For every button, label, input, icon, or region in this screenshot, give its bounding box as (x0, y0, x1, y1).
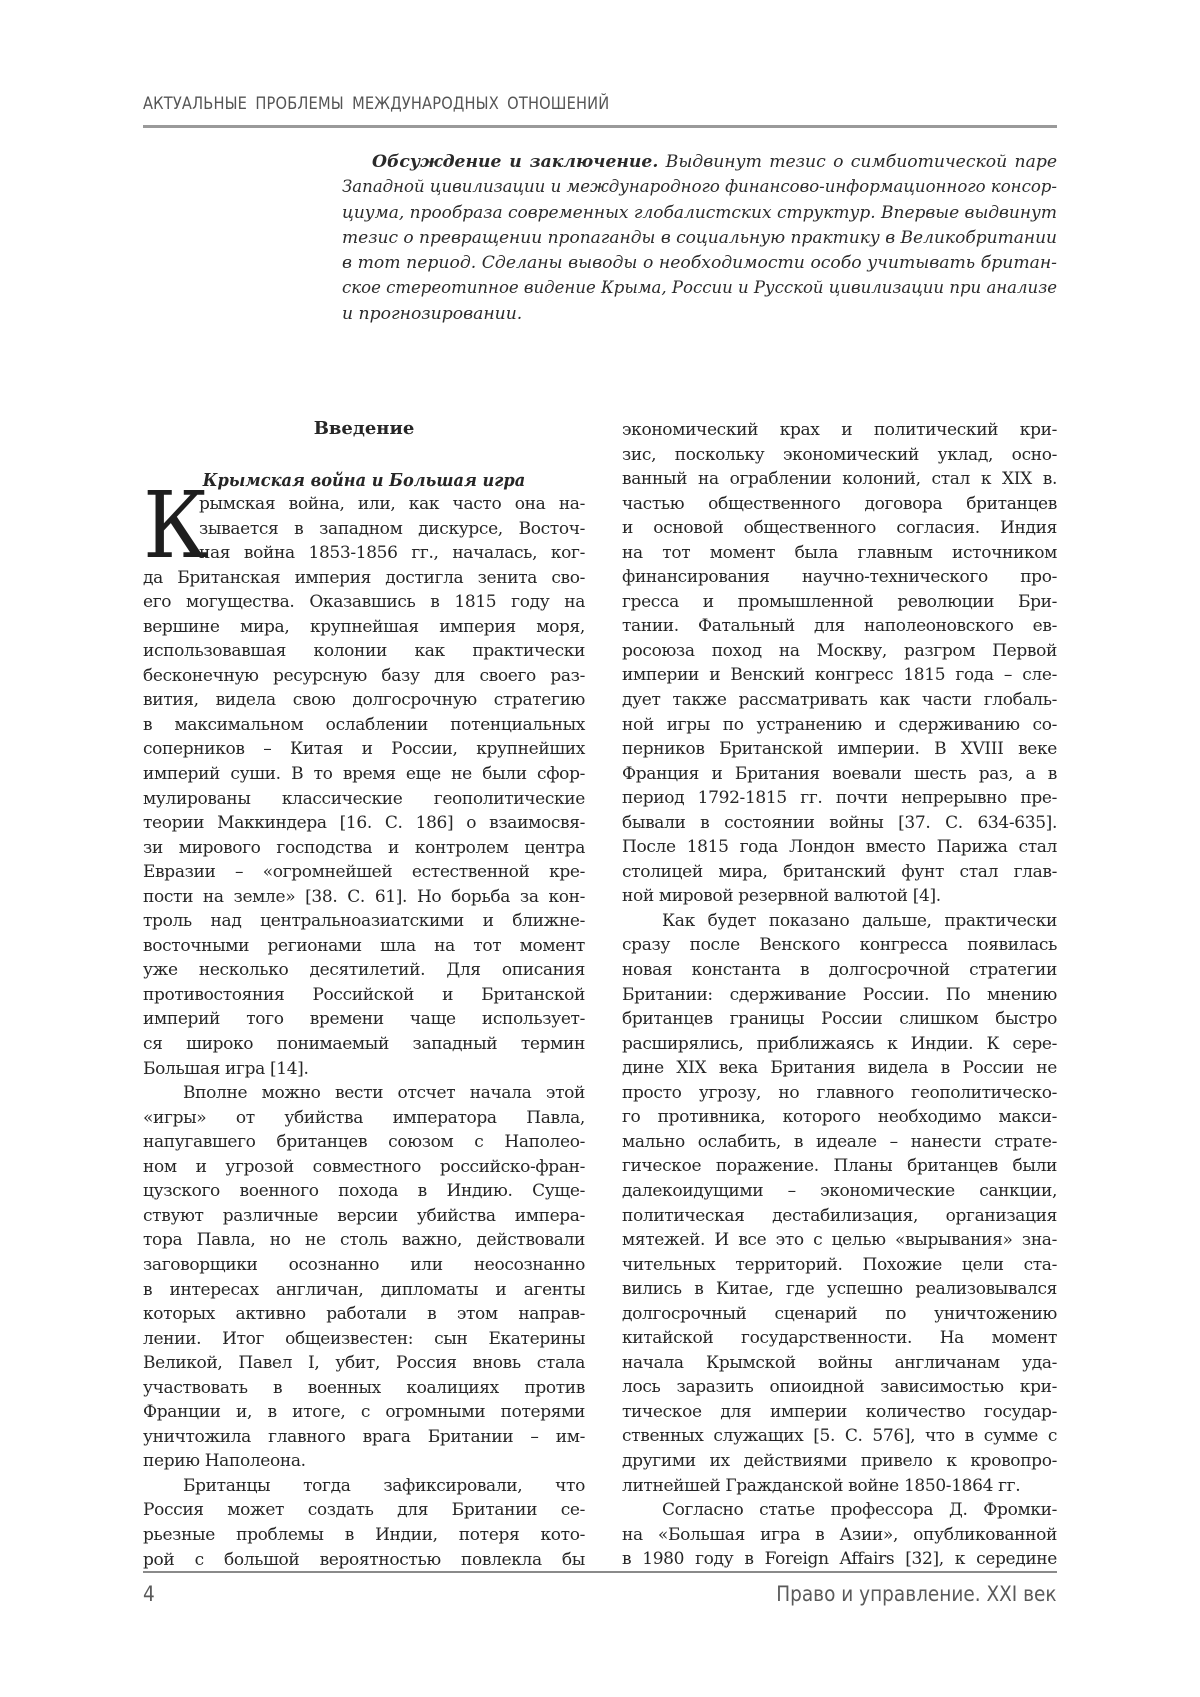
text-line: перию Наполеона. (143, 1451, 306, 1472)
text-line: мятежей. И все это с целью «вырывания» зна- (622, 1230, 1057, 1251)
text-line: долгосрочный сценарий по уничтожению (622, 1303, 1057, 1324)
text-line: гическое поражение. Планы британцев были (622, 1156, 1057, 1177)
text-line: ственных служащих [5. С. 576], что в сумме с (622, 1426, 1057, 1447)
text-line: сразу после Венского конгресса появилась (622, 935, 1057, 956)
abstract-line: Обсуждение и заключение. Выдвинут тезис о симбиотической паре (372, 152, 1057, 172)
running-header: АКТУАЛЬНЫЕ ПРОБЛЕМЫ МЕЖДУНАРОДНЫХ ОТНОШЕНИЙ (143, 94, 610, 114)
text-line: росоюза поход на Москву, разгром Первой (622, 640, 1057, 661)
text-line: империи и Венский конгресс 1815 года – сле- (622, 665, 1057, 686)
text-line: период 1792-1815 гг. почти непрерывно пре- (622, 788, 1057, 809)
abstract-line: ское стереотипное видение Крыма, России и Русской цивилизации при анализе (342, 278, 1057, 299)
text-line: Россия может создать для Британии се- (143, 1500, 585, 1521)
text-line: рой с большой вероятностью повлекла бы (143, 1549, 585, 1570)
text-line: участвовать в военных коалициях против (143, 1377, 585, 1398)
text-line: уничтожила главного врага Британии – им- (143, 1426, 585, 1447)
text-line: ной игры по устранению и сдерживанию со- (622, 714, 1057, 735)
text-line: столицей мира, британский фунт стал глав- (622, 861, 1057, 882)
subsection-title: Крымская война и Большая игра (202, 470, 526, 491)
text-line: теории Маккиндера [16. С. 186] о взаимосвя- (143, 813, 585, 834)
text-line: британцев границы России слишком быстро (622, 1009, 1057, 1030)
text-line: китайской государственности. На момент (622, 1328, 1057, 1349)
text-line: тании. Фатальный для наполеоновского ев- (622, 616, 1057, 637)
text-line: вились в Китае, где успешно реализовывался (622, 1279, 1057, 1300)
text-line: империй суши. В то время еще не были сфор- (143, 764, 585, 785)
abstract-line: и прогнозировании. (342, 303, 523, 324)
text-line: дине XIX века Британия видела в России не (622, 1058, 1057, 1079)
text-line: Британцы тогда зафиксировали, что (183, 1475, 585, 1496)
text-line: заговорщики осознанно или неосознанно (143, 1254, 585, 1275)
text-line: Большая игра [14]. (143, 1058, 309, 1079)
abstract-line: Западной цивилизации и международного финансово-информационного консор- (342, 177, 1057, 198)
section-title: Введение (313, 418, 415, 439)
text-line: гресса и промышленной революции Бри- (622, 591, 1057, 612)
text-line: финансирования научно-технического про- (622, 567, 1057, 588)
text-line: Вполне можно вести отсчет начала этой (183, 1083, 585, 1104)
text-line: начала Крымской войны англичанам уда- (622, 1352, 1057, 1373)
text-line: ном и угрозой совместного российско-фран- (143, 1156, 585, 1177)
text-line: бесконечную ресурсную базу для своего раз- (143, 665, 585, 686)
text-line: ся широко понимаемый западный термин (143, 1034, 585, 1055)
text-line: зывается в западном дискурсе, Восточ- (199, 518, 585, 539)
text-line: экономический крах и политический кри- (622, 420, 1057, 440)
text-line: бывали в состоянии войны [37. С. 634-635]. (622, 812, 1057, 833)
text-line: восточными регионами шла на тот момент (143, 935, 585, 956)
text-line: литнейшей Гражданской войне 1850-1864 гг. (622, 1475, 1021, 1496)
text-line: тора Павла, но не столь важно, действовали (143, 1230, 585, 1251)
text-line: ствуют различные версии убийства импера- (143, 1205, 585, 1226)
text-line: зи мирового господства и контролем центра (143, 837, 585, 858)
drop-cap: К (143, 472, 209, 579)
text-line: Евразии – «огромнейшей естественной кре- (143, 862, 585, 883)
text-line: рьезные проблемы в Индии, потеря кото- (143, 1524, 585, 1545)
text-line: вития, видела свою долгосрочную стратегию (143, 690, 585, 711)
text-line: перников Британской империи. В XVIII веке (622, 739, 1057, 760)
text-line: в 1980 году в Foreign Affairs [32], к середине (622, 1549, 1057, 1570)
text-line: напугавшего британцев союзом с Наполео- (143, 1132, 585, 1153)
right-column-text (622, 418, 1057, 1572)
text-line: ной мировой резервной валютой [4]. (622, 886, 941, 907)
text-line: Согласно статье профессора Д. Фромки- (662, 1500, 1057, 1521)
text-line: уже несколько десятилетий. Для описания (143, 960, 585, 981)
text-line: расширялись, приближаясь к Индии. К сере- (622, 1033, 1057, 1054)
page-number: 4 (143, 1582, 155, 1606)
text-line: лении. Итог общеизвестен: сын Екатерины (143, 1328, 585, 1349)
abstract-conclusion (342, 150, 1057, 327)
left-column-text (143, 492, 585, 1572)
footer-rule (143, 1571, 1057, 1573)
text-line: использовавшая колонии как практически (143, 641, 585, 662)
text-line: Франция и Британия воевали шесть раз, а в (622, 763, 1057, 784)
abstract-line: циума, прообраза современных глобалистских структур. Впервые выдвинут (342, 202, 1058, 223)
text-line: которых активно работали в этом направ- (143, 1304, 585, 1325)
text-line: мулированы классические геополитические (143, 788, 585, 809)
text-line: цузского военного похода в Индию. Суще- (143, 1181, 585, 1202)
text-line: пости на земле» [38. С. 61]. Но борьба за кон- (143, 886, 585, 907)
text-line: дует также рассматривать как части глобаль- (622, 690, 1057, 711)
text-line: Британии: сдерживание России. По мнению (622, 984, 1057, 1005)
text-line: противостояния Российской и Британской (143, 984, 585, 1005)
abstract-line: в тот период. Сделаны выводы о необходимости особо учитывать британ- (342, 253, 1057, 274)
text-line: на «Большая игра в Азии», опубликованной (622, 1524, 1057, 1545)
text-line: После 1815 года Лондон вместо Парижа стал (622, 837, 1057, 858)
text-line: другими их действиями привело к кровопро- (622, 1450, 1057, 1471)
text-line: империй того времени чаще использует- (143, 1009, 585, 1030)
text-line: Великой, Павел I, убит, Россия вновь стала (143, 1353, 585, 1374)
text-line: в максимальном ослаблении потенциальных (143, 714, 585, 735)
text-line: просто угрозу, но главного геополитическо- (622, 1082, 1057, 1103)
text-line: да Британская империя достигла зенита сво- (143, 567, 585, 588)
text-line: мально ослабить, в идеале – нанести страте- (622, 1131, 1057, 1152)
text-line: политическая дестабилизация, организация (622, 1205, 1057, 1226)
journal-title: Право и управление. XXI век (776, 1582, 1057, 1606)
text-line: лось заразить опиоидной зависимостью кри- (622, 1377, 1057, 1398)
text-line: Как будет показано дальше, практически (662, 910, 1057, 931)
text-line: тическое для империи количество государ- (622, 1401, 1057, 1422)
abstract-lead-heading: Обсуждение и заключение. (372, 152, 659, 172)
text-line: ная война 1853-1856 гг., началась, ког- (199, 543, 585, 564)
text-line: троль над центральноазиатскими и ближне- (143, 911, 585, 932)
abstract-line: тезис о превращении пропаганды в социальную практику в Великобритании (342, 227, 1058, 248)
text-line: «игры» от убийства императора Павла, (143, 1107, 585, 1128)
text-line: Франции и, в итоге, с огромными потерями (143, 1402, 585, 1423)
text-line: вершине мира, крупнейшая империя моря, (143, 616, 585, 637)
text-line: частью общественного договора британцев (622, 493, 1057, 514)
text-line: на тот момент была главным источником (622, 542, 1057, 563)
text-line: чительных территорий. Похожие цели ста- (622, 1254, 1057, 1275)
text-line: рымская война, или, как часто она на- (199, 494, 585, 514)
text-line: зис, поскольку экономический уклад, осно- (622, 444, 1057, 465)
text-line: далекоидущими – экономические санкции, (622, 1180, 1057, 1201)
text-line: ванный на ограблении колоний, стал к XIX в. (622, 469, 1057, 490)
text-line: в интересах англичан, дипломаты и агенты (143, 1279, 585, 1300)
text-line: новая константа в долгосрочной стратегии (622, 960, 1057, 981)
text-line: и основой общественного согласия. Индия (622, 518, 1057, 539)
text-line: го противника, которого необходимо макси- (622, 1107, 1057, 1128)
header-rule (143, 125, 1057, 128)
text-line: его могущества. Оказавшись в 1815 году на (143, 592, 585, 613)
text-line: соперников – Китая и России, крупнейших (143, 739, 585, 760)
